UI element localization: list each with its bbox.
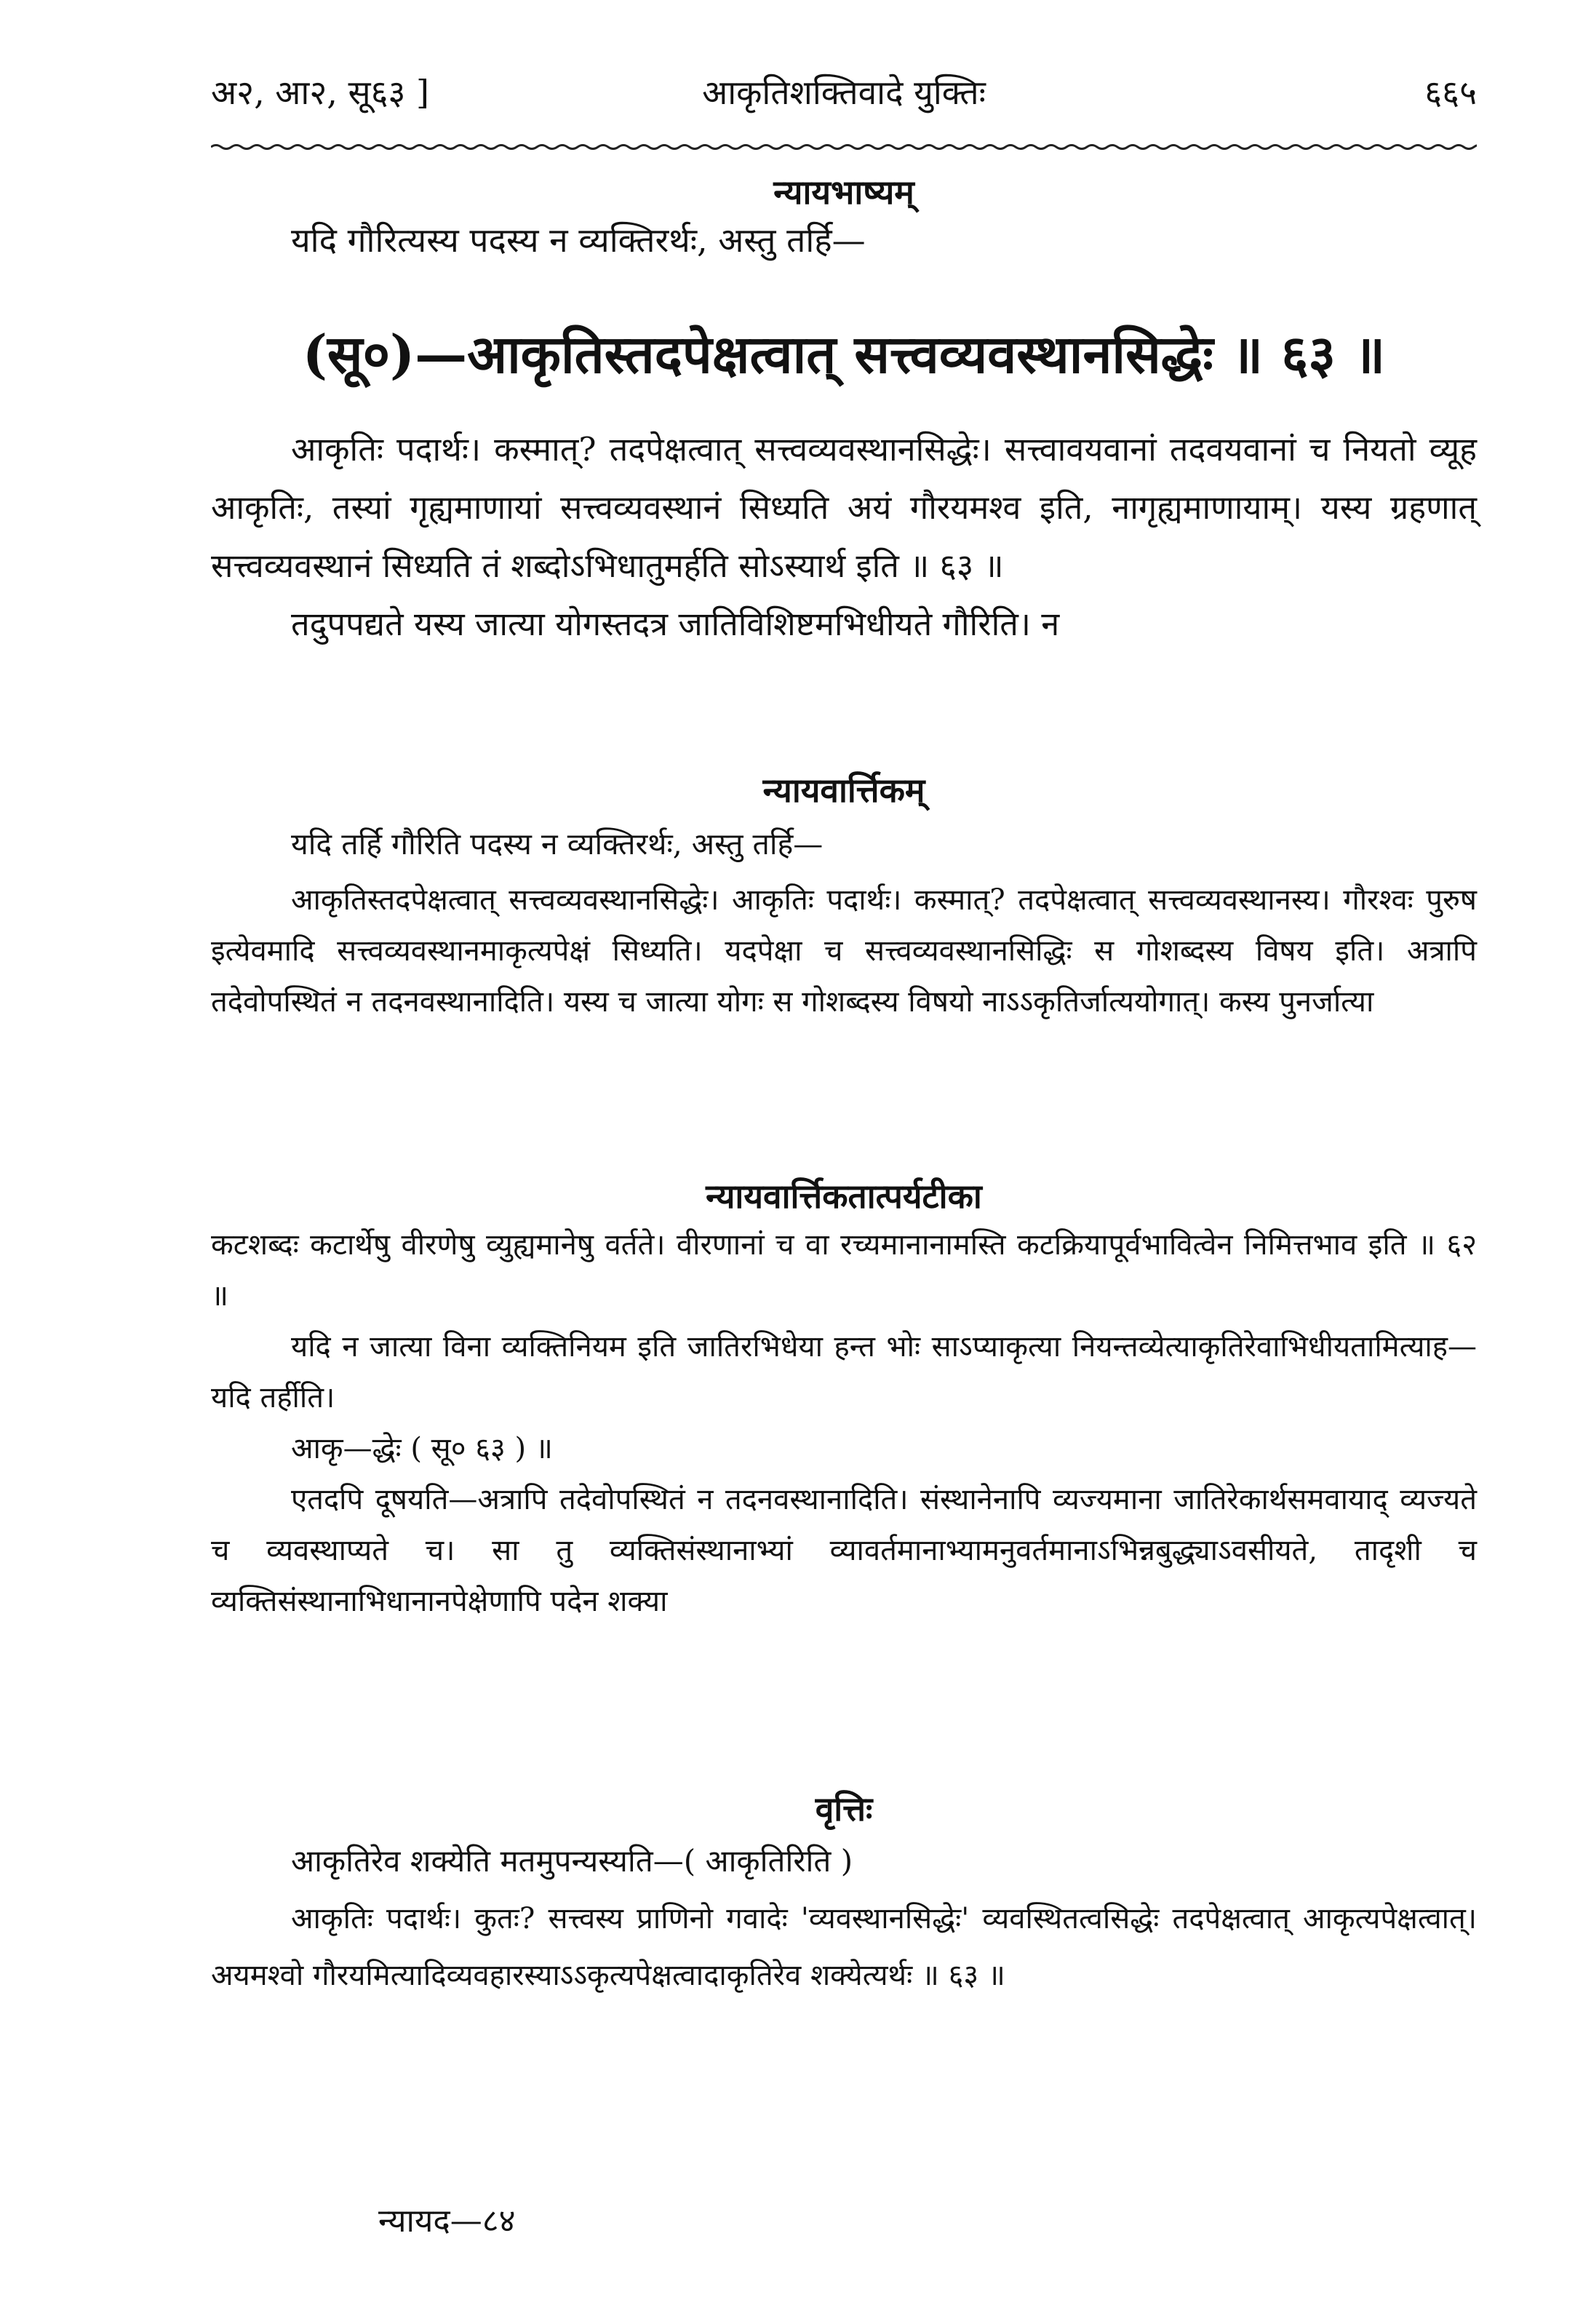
section-heading: वृत्तिः — [815, 1789, 873, 1828]
tika-paragraph: एतदपि दूषयति—अत्रापि तदेवोपस्थितं न तदनवस्थानादिति। संस्थानेनापि व्यज्यमाना जातिरेकार्थसमवायाद् व्यज्यते च व्यवस्थाप्यते च। सा तु व्यक्तिसंस्थानाभ्यां व्यावर्तमानाभ्यामनुवर्तमानाऽभिन्नबुद्ध्याऽवसीयते, तादृशी च व्यक्तिसंस्थानाभिधानानपेक्षेणापि पदेन शक्या — [211, 1483, 1477, 1619]
page-number: ६६५ — [1424, 73, 1477, 112]
tatparya-tika-section — [211, 1173, 1477, 1627]
bhashya-paragraph: आकृतिः पदार्थः। कस्मात्? तदपेक्षत्वात् सत्त्वव्यवस्थानसिद्धेः। सत्त्वावयवानां तदवयवानां च नियतो व्यूह आकृतिः, तस्यां गृह्यमाणायां सत्त्वव्यवस्थानं सिध्यति अयं गौरयमश्व इति, नागृह्यमाणायाम्। यस्य ग्रहणात् सत्त्वव्यवस्थानं सिध्यति तं शब्दोऽभिधातुमर्हति सोऽस्यार्थ इति ॥ ६३ ॥ — [211, 430, 1477, 585]
header-title: आकृतिशक्तिवादे युक्तिः — [702, 73, 986, 112]
signature-mark: न्यायद—८४ — [378, 2202, 516, 2240]
section-heading: न्यायवार्त्तिकतात्पर्यटीका — [706, 1177, 982, 1216]
signature-line — [211, 2197, 1477, 2241]
bhashya-body — [211, 421, 1477, 653]
section-heading: न्यायभाष्यम् — [773, 172, 914, 212]
vritti-section — [211, 1786, 1477, 2004]
running-header — [211, 67, 1477, 118]
section-intro: यदि तर्हि गौरिति पदस्य न व्यक्तिरर्थः, अस्तु तर्हि— — [291, 827, 824, 862]
sutra-line — [211, 320, 1477, 389]
bhashya-paragraph: तदुपपद्यते यस्य जात्या योगस्तदत्र जातिविशिष्टमभिधीयते गौरिति। न — [291, 605, 1060, 643]
tika-paragraph: यदि न जात्या विना व्यक्तिनियम इति जातिरभिधेया हन्त भोः साऽप्याकृत्या नियन्तव्येत्याकृतिरेवाभिधीयतामित्याह—यदि तर्हीति। — [211, 1330, 1477, 1415]
sutra-text: (सू०)—आकृतिस्तदपेक्षत्वात् सत्त्वव्यवस्थानसिद्धेः ॥ ६३ ॥ — [302, 323, 1386, 385]
vritti-paragraph: आकृतिः पदार्थः। कुतः? सत्त्वस्य प्राणिनो गवादेः 'व्यवस्थानसिद्धेः' व्यवस्थितत्वसिद्धेः तदपेक्षत्वात् आकृत्यपेक्षत्वात्। अयमश्वो गौरयमित्यादिव्यवहारस्याऽऽकृत्यपेक्षत्वादाकृतिरेव शक्येत्यर्थः ॥ ६३ ॥ — [211, 1902, 1477, 1993]
tika-paragraph: आकृ—द्धेः ( सू० ६३ ) ॥ — [291, 1432, 553, 1466]
section-intro: आकृतिरेव शक्येति मतमुपन्यस्यति—( आकृतिरिति ) — [291, 1843, 853, 1879]
section-heading: न्यायवार्त्तिकम् — [762, 771, 925, 810]
nyaya-bhashya-section — [211, 169, 1477, 266]
vartika-paragraph: आकृतिस्तदपेक्षत्वात् सत्त्वव्यवस्थानसिद्धेः। आकृतिः पदार्थः। कस्मात्? तदपेक्षत्वात् सत्त्वव्यवस्थानस्य। गौरश्वः पुरुष इत्येवमादि सत्त्वव्यवस्थानमाकृत्यपेक्षं सिध्यति। यदपेक्षा च सत्त्वव्यवस्थानसिद्धिः स गोशब्दस्य विषय इति। अत्रापि तदेवोपस्थितं न तदनवस्थानादिति। यस्य च जात्या योगः स गोशब्दस्य विषयो नाऽऽकृतिर्जात्ययोगात्। कस्य पुनर्जात्या — [211, 883, 1477, 1019]
tika-paragraph: कटशब्दः कटार्थेषु वीरणेषु व्युह्यमानेषु वर्तते। वीरणानां च वा रच्यमानानामस्ति कटक्रियापूर्वभावित्वेन निमित्तभाव इति ॥ ६२ ॥ — [211, 1228, 1477, 1313]
nyaya-vartika-section — [211, 767, 1477, 1027]
header-wavy-rule — [211, 140, 1477, 154]
section-intro: यदि गौरित्यस्य पदस्य न व्यक्तिरर्थः, अस्तु तर्हि— — [291, 220, 866, 260]
header-reference: अ२, आ२, सू६३ ] — [211, 73, 429, 112]
